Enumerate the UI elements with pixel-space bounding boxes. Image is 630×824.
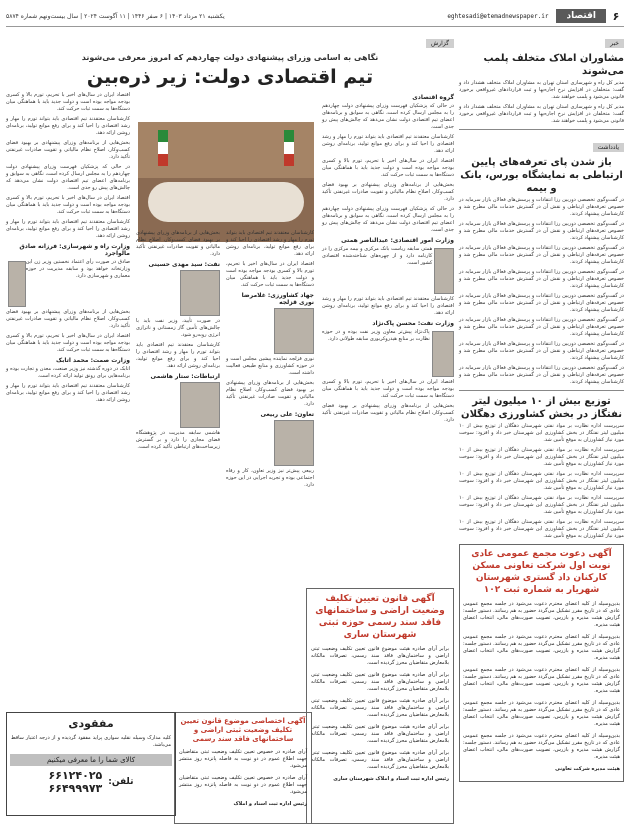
issue-line: یکشنبه ۲۱ مرداد ۱۴۰۳ | ۶ صفر ۱۴۴۶ | ۱۱ آگوست ۲۰۲۴ | سال بیست‌ونهم شماره ۵۸۷۴ xyxy=(6,12,225,20)
lost-ad-title: مفقودی xyxy=(68,717,114,730)
news-body: مدیر کل راه و شهرسازی استان تهران به مشاوران املاک متخلف هشدار داد و گفت: متخلفان در افزایش نرخ اجاره‌بها و ثبت قراردادهای غیرواقعی برخورد قانونی می‌شود و پلمب خواهند شد. xyxy=(459,80,624,100)
sari-ad-text-4: برابر آرای صادره هیئت موضوع قانون تعیین تکلیف وضعیت ثبتی اراضی و ساختمان‌های فاقد سند رسمی، تصرفات مالکانه بلامعارض متقاضیان محرز گردیده است. xyxy=(311,724,449,744)
col-c-text-2: بخش‌هایی از برنامه‌های وزرای پیشنهادی بر بهبود فضای کسب‌وکار، اصلاح نظام مالیاتی و تقویت صادرات غیرنفتی تأکید دارد. xyxy=(322,403,454,423)
fuel-body-3: سرپرست اداره نظارت بر مواد نفتی شهرستان دهگلان از توزیع بیش از ۱۰ میلیون لیتر نفتگاز در بخش کشاورزی این شهرستان خبر داد و افزود: سوخت مورد نیاز کشاورزان به موقع تأمین شد. xyxy=(459,471,624,491)
registry-ad-title: آگهی اختصاصی موضوع قانون تعیین تکلیف وضعیت ثبتی اراضی و ساختمانهای فاقد سند رسمی xyxy=(180,717,306,743)
col-a-text-2: کارشناسان معتقدند تیم اقتصادی باید بتواند تورم را مهار و رشد اقتصادی را احیا کند و برای رفع موانع تولید، برنامه‌ای روشن ارائه دهد. xyxy=(322,296,454,316)
sari-ad-sign: رئیس اداره ثبت اسناد و املاک شهرستان ساری xyxy=(333,776,449,782)
col-a-text-5: کارشناسان معتقدند تیم اقتصادی باید بتواند تورم را مهار و رشد اقتصادی را احیا کند و برای رفع موانع تولید، برنامه‌ای روشن ارائه دهد. xyxy=(6,116,130,136)
supra-headline: نگاهی به اسامی وزرای پیشنهادی دولت چهاردهم که امروز معرفی می‌شوند xyxy=(81,53,379,62)
fuel-body: سرپرست اداره نظارت بر مواد نفتی شهرستان دهگلان از توزیع بیش از ۱۰ میلیون لیتر نفتگاز در بخش کشاورزی این شهرستان خبر داد و افزود: سوخت مورد نیاز کشاورزان به موقع تأمین شد. xyxy=(459,423,624,443)
min6-title: ارتباطات: ستار هاشمی xyxy=(150,373,220,380)
coop-ad-text: بدین‌وسیله از کلیه اعضای محترم دعوت می‌شود در جلسه مجمع عمومی عادی که در تاریخ مقرر تشکیل می‌گردد حضور به هم رسانند. دستور جلسه: گزارش هیئت مدیره و بازرس، تصویب صورت‌های مالی، انتخاب اعضای هیئت مدیره. xyxy=(463,601,620,628)
min3-text: پاک‌نژاد پیش‌تر معاون وزیر نفت بوده و در حوزه نظارت بر منابع هیدروکربوری سابقه طولانی دارد. xyxy=(322,329,430,342)
page-number: ۶ xyxy=(612,9,620,23)
coop-ad-text-4: بدین‌وسیله از کلیه اعضای محترم دعوت می‌شود در جلسه مجمع عمومی عادی که در تاریخ مقرر تشکیل می‌گردد حضور به هم رسانند. دستور جلسه: گزارش هیئت مدیره و بازرس، تصویب صورت‌های مالی، انتخاب اعضای هیئت مدیره. xyxy=(463,700,620,727)
coop-ad-title: آگهی دعوت مجمع عمومی عادی نوبت اول شرکت تعاونی مسکن کارکنان داد گستری شهرستان شهریار به شماره ثبت ۱۰۲ xyxy=(471,549,612,595)
lost-ad-text: کلیه مدارک وسیله نقلیه سواری پراید مفقود گردیده و از درجه اعتبار ساقط می‌باشد. xyxy=(11,735,171,748)
main-col-4 xyxy=(6,92,130,407)
phone-label: تلفن: xyxy=(108,777,134,787)
fuel-body-5: سرپرست اداره نظارت بر مواد نفتی شهرستان دهگلان از توزیع بیش از ۱۰ میلیون لیتر نفتگاز در بخش کشاورزی این شهرستان خبر داد و افزود: سوخت مورد نیاز کشاورزان به موقع تأمین شد. xyxy=(459,519,624,539)
min8-title: وزارت صمت: محمد اتابک xyxy=(55,357,130,364)
divider xyxy=(459,129,624,130)
coop-ad xyxy=(459,544,624,782)
note-body-3: در گفت‌وگوی تخصصی دوربین رزا انتقادات و پرسش‌های فعالان بازار سرمایه در خصوص تعرفه‌های ارتباطی و نقش آن در گسترش خدمات مالی مطرح شد و کارشناسان پیشنهاد کردند. xyxy=(459,245,624,265)
main-col-1 xyxy=(322,92,454,427)
coop-ad-sign: هیئت مدیره شرکت تعاونی xyxy=(555,766,620,772)
note-body-4: در گفت‌وگوی تخصصی دوربین رزا انتقادات و پرسش‌های فعالان بازار سرمایه در خصوص تعرفه‌های ارتباطی و نقش آن در گسترش خدمات مالی مطرح شد و کارشناسان پیشنهاد کردند. xyxy=(459,269,624,289)
masthead xyxy=(6,6,624,27)
portrait-image xyxy=(8,261,26,307)
note-body: در گفت‌وگوی تخصصی دوربین رزا انتقادات و پرسش‌های فعالان بازار سرمایه در خصوص تعرفه‌های ارتباطی و نقش آن در گسترش خدمات مالی مطرح شد و کارشناسان پیشنهاد کردند. xyxy=(459,197,624,217)
sari-ad-title: آگهی قانون تعیین تکلیف وضعیت اراضی و ساختمانهای فاقد سند رسمی حوزه ثبتی شهرستان ساری xyxy=(315,594,445,640)
col-b-text-6: اقتصاد ایران در سال‌های اخیر با تحریم، تورم بالا و کسری بودجه مواجه بوده است و دولت جدید باید با هماهنگی میان دستگاه‌ها به سمت ثبات حرکت کند. xyxy=(6,333,130,353)
min1-text: همتی سابقه ریاست بانک مرکزی و بیمه مرکزی را در کارنامه دارد و از چهره‌های شناخته‌شده اقتصادی کشور است. xyxy=(322,246,433,266)
note-body-5: در گفت‌وگوی تخصصی دوربین رزا انتقادات و پرسش‌های فعالان بازار سرمایه در خصوص تعرفه‌های ارتباطی و نقش آن در گسترش خدمات مالی مطرح شد و کارشناسان پیشنهاد کردند. xyxy=(459,293,624,313)
lost-ad xyxy=(6,712,176,816)
intro-text-2: در حالی که پزشکیان فهرست وزرای پیشنهادی دولت چهاردهم را به مجلس ارسال کرده است، نگاهی به سوابق و برنامه‌های اعضای تیم اقتصادی دولت نشان می‌دهد که چالش‌های پیش رو جدی است. xyxy=(322,206,454,233)
main-headline: تیم اقتصادی دولت: زیر ذره‌بین xyxy=(86,66,374,88)
coop-ad-text-2: بدین‌وسیله از کلیه اعضای محترم دعوت می‌شود در جلسه مجمع عمومی عادی که در تاریخ مقرر تشکیل می‌گردد حضور به هم رسانند. دستور جلسه: گزارش هیئت مدیره و بازرس، تصویب صورت‌های مالی، انتخاب اعضای هیئت مدیره. xyxy=(463,634,620,661)
col-c-text-6: بخش‌هایی از برنامه‌های وزرای پیشنهادی بر بهبود فضای کسب‌وکار، اصلاح نظام مالیاتی و تقویت صادرات غیرنفتی تأکید دارد. xyxy=(6,309,130,329)
col-a-text-3: کارشناسان معتقدند تیم اقتصادی باید بتواند تورم را مهار و رشد اقتصادی را احیا کند و برای رفع موانع تولید، برنامه‌ای روشن ارائه دهد. xyxy=(226,230,314,257)
note-body-7: در گفت‌وگوی تخصصی دوربین رزا انتقادات و پرسش‌های فعالان بازار سرمایه در خصوص تعرفه‌های ارتباطی و نقش آن در گسترش خدمات مالی مطرح شد و کارشناسان پیشنهاد کردند. xyxy=(459,341,624,361)
min5-text: در صورت تأیید، وزیر نفت باید با چالش‌های تأمین گاز زمستانی و ناترازی انرژی روبه‌رو شود. xyxy=(136,318,220,338)
col-c-text-4: بخش‌هایی از برنامه‌های وزرای پیشنهادی بر بهبود فضای کسب‌وکار، اصلاح نظام مالیاتی و تقویت صادرات غیرنفتی تأکید دارد. xyxy=(136,230,220,257)
cabinet-photo xyxy=(138,122,314,242)
sari-ad-text: برابر آرای صادره هیئت موضوع قانون تعیین تکلیف وضعیت ثبتی اراضی و ساختمان‌های فاقد سند رسمی، تصرفات مالکانه بلامعارض متقاضیان محرز گردیده است. xyxy=(311,646,449,666)
col-b-text: اقتصاد ایران در سال‌های اخیر با تحریم، تورم بالا و کسری بودجه مواجه بوده است و دولت جدید باید با هماهنگی میان دستگاه‌ها به سمت ثبات حرکت کند. xyxy=(322,158,454,178)
registry-ad xyxy=(174,712,312,824)
phone-number-1[interactable]: ۶۶۱۲۴۰۲۵ xyxy=(48,769,103,782)
report-tag: گزارش xyxy=(426,39,454,48)
note-body-6: در گفت‌وگوی تخصصی دوربین رزا انتقادات و پرسش‌های فعالان بازار سرمایه در خصوص تعرفه‌های ارتباطی و نقش آن در گسترش خدمات مالی مطرح شد و کارشناسان پیشنهاد کردند. xyxy=(459,317,624,337)
news-body-repeat: مدیر کل راه و شهرسازی استان تهران به مشاوران املاک متخلف هشدار داد و گفت: متخلفان در افزایش نرخ اجاره‌بها و ثبت قراردادهای غیرواقعی برخورد قانونی می‌شود و پلمب خواهند شد. xyxy=(459,104,624,124)
col-b-text-3: اقتصاد ایران در سال‌های اخیر با تحریم، تورم بالا و کسری بودجه مواجه بوده است و دولت جدید باید با هماهنگی میان دستگاه‌ها به سمت ثبات حرکت کند. xyxy=(226,261,314,288)
sari-ad-text-2: برابر آرای صادره هیئت موضوع قانون تعیین تکلیف وضعیت ثبتی اراضی و ساختمان‌های فاقد سند رسمی، تصرفات مالکانه بلامعارض متقاضیان محرز گردیده است. xyxy=(311,672,449,692)
phone-number-2[interactable]: ۶۶۴۹۹۹۷۳ xyxy=(48,782,103,795)
min4-title: وزارت راه و شهرسازی: فرزانه صادق مالواجرد xyxy=(19,243,130,257)
portrait-image xyxy=(180,270,220,316)
col-a-text-4: کارشناسان معتقدند تیم اقتصادی باید بتواند تورم را مهار و رشد اقتصادی را احیا کند و برای رفع موانع تولید، برنامه‌ای روشن ارائه دهد. xyxy=(136,342,220,369)
fuel-headline: توزیع بیش از ۱۰ میلیون لیتر نفتگاز در بخش کشاورزی دهگلان xyxy=(461,396,622,420)
main-col-3 xyxy=(136,230,220,454)
coop-ad-text-3: بدین‌وسیله از کلیه اعضای محترم دعوت می‌شود در جلسه مجمع عمومی عادی که در تاریخ مقرر تشکیل می‌گردد حضور به هم رسانند. دستور جلسه: گزارش هیئت مدیره و بازرس، تصویب صورت‌های مالی، انتخاب اعضای هیئت مدیره. xyxy=(463,667,620,694)
sari-ad-text-5: برابر آرای صادره هیئت موضوع قانون تعیین تکلیف وضعیت ثبتی اراضی و ساختمان‌های فاقد سند رسمی، تصرفات مالکانه بلامعارض متقاضیان محرز گردیده است. xyxy=(311,750,449,770)
portrait-image xyxy=(274,420,314,466)
intro-text-3: در حالی که پزشکیان فهرست وزرای پیشنهادی دولت چهاردهم را به مجلس ارسال کرده است، نگاهی به سوابق و برنامه‌های اعضای تیم اقتصادی دولت نشان می‌دهد که چالش‌های پیش رو جدی است. xyxy=(6,164,130,191)
portrait-image xyxy=(274,308,314,354)
sari-ad-text-3: برابر آرای صادره هیئت موضوع قانون تعیین تکلیف وضعیت ثبتی اراضی و ساختمان‌های فاقد سند رسمی، تصرفات مالکانه بلامعارض متقاضیان محرز گردیده است. xyxy=(311,698,449,718)
site-email[interactable]: eghtesadi@etemadnewspaper.ir xyxy=(447,12,549,20)
min1-title: وزارت امور اقتصادی: عبدالناصر همتی xyxy=(341,237,454,244)
group-label: گروه اقتصادی xyxy=(412,94,454,101)
news-headline: مشاوران املاک متخلف پلمب می‌شوند xyxy=(483,53,624,77)
registry-ad-text-2: آرای صادره در خصوص تعیین تکلیف وضعیت ثبتی متقاضیان جهت اطلاع عموم در دو نوبت به فاصله پانزده روز منتشر می‌شود. xyxy=(179,775,307,795)
col-b-text-4: اقتصاد ایران در سال‌های اخیر با تحریم، تورم بالا و کسری بودجه مواجه بوده است و دولت جدید باید با هماهنگی میان دستگاه‌ها به سمت ثبات حرکت کند. xyxy=(6,92,130,112)
fuel-body-2: سرپرست اداره نظارت بر مواد نفتی شهرستان دهگلان از توزیع بیش از ۱۰ میلیون لیتر نفتگاز در بخش کشاورزی این شهرستان خبر داد و افزود: سوخت مورد نیاز کشاورزان به موقع تأمین شد. xyxy=(459,447,624,467)
min8-text: اتابک در دوره گذشته نیز وزیر صنعت، معدن و تجارت بوده و برنامه‌هایی برای رونق تولید ارائه کرده است. xyxy=(6,366,130,379)
coop-ad-text-5: بدین‌وسیله از کلیه اعضای محترم دعوت می‌شود در جلسه مجمع عمومی عادی که در تاریخ مقرر تشکیل می‌گردد حضور به هم رسانند. دستور جلسه: گزارش هیئت مدیره و بازرس، تصویب صورت‌های مالی، انتخاب اعضای هیئت مدیره. xyxy=(463,733,620,760)
main-col-2 xyxy=(226,230,314,492)
min7-title: تعاون: علی ربیعی xyxy=(260,411,314,418)
min3-title: وزارت نفت: محسن پاک‌نژاد xyxy=(372,320,454,327)
note-body-8: در گفت‌وگوی تخصصی دوربین رزا انتقادات و پرسش‌های فعالان بازار سرمایه در خصوص تعرفه‌های ارتباطی و نقش آن در گسترش خدمات مالی مطرح شد و کارشناسان پیشنهاد کردند. xyxy=(459,365,624,385)
registry-ad-sign: رئیس اداره ثبت اسناد و املاک xyxy=(233,801,307,807)
flag-icon xyxy=(158,130,168,166)
section-tab[interactable]: اقتصاد xyxy=(556,9,606,23)
col-c-text-5: بخش‌هایی از برنامه‌های وزرای پیشنهادی بر بهبود فضای کسب‌وکار، اصلاح نظام مالیاتی و تقویت صادرات غیرنفتی تأکید دارد. xyxy=(6,140,130,160)
registry-ad-text: آرای صادره در خصوص تعیین تکلیف وضعیت ثبتی متقاضیان جهت اطلاع عموم در دو نوبت به فاصله پانزده روز منتشر می‌شود. xyxy=(179,749,307,769)
portrait-image xyxy=(434,248,454,294)
min2-text: نوری قزلجه نماینده پیشین مجلس است و در حوزه کشاورزی و منابع طبیعی فعالیت داشته است. xyxy=(226,356,314,376)
portrait-image xyxy=(180,382,220,428)
note-tag: یادداشت xyxy=(593,143,624,152)
min5-title: نفت: سید مهدی حسینی xyxy=(148,261,220,268)
col-b-text-5: اقتصاد ایران در سال‌های اخیر با تحریم، تورم بالا و کسری بودجه مواجه بوده است و دولت جدید باید با هماهنگی میان دستگاه‌ها به سمت ثبات حرکت کند. xyxy=(6,195,130,215)
col-a-text-6: کارشناسان معتقدند تیم اقتصادی باید بتواند تورم را مهار و رشد اقتصادی را احیا کند و برای رفع موانع تولید، برنامه‌ای روشن ارائه دهد. xyxy=(6,219,130,239)
divider-2 xyxy=(459,390,624,391)
col-a-text-7: کارشناسان معتقدند تیم اقتصادی باید بتواند تورم را مهار و رشد اقتصادی را احیا کند و برای رفع موانع تولید، برنامه‌ای روشن ارائه دهد. xyxy=(6,383,130,403)
right-column xyxy=(459,30,624,782)
flag-icon xyxy=(284,130,294,166)
intro-text: در حالی که پزشکیان فهرست وزرای پیشنهادی دولت چهاردهم را به مجلس ارسال کرده است، نگاهی به سوابق و برنامه‌های اعضای تیم اقتصادی دولت نشان می‌دهد که چالش‌های پیش رو جدی است. xyxy=(322,103,454,130)
sari-ad xyxy=(306,588,454,824)
min2-title: جهاد کشاورزی: غلامرضا نوری قزلجه xyxy=(241,292,314,306)
note-body-2: در گفت‌وگوی تخصصی دوربین رزا انتقادات و پرسش‌های فعالان بازار سرمایه در خصوص تعرفه‌های ارتباطی و نقش آن در گسترش خدمات مالی مطرح شد و کارشناسان پیشنهاد کردند. xyxy=(459,221,624,241)
promo-banner: کالای شما را ما معرفی میکنیم xyxy=(10,754,172,766)
news-tag: خبر xyxy=(605,39,624,48)
min4-text: صادق در صورت رأی اعتماد نخستین وزیر زن این وزارتخانه خواهد بود و سابقه مدیریت در حوزه معماری و شهرسازی دارد. xyxy=(25,259,130,279)
col-a-text: کارشناسان معتقدند تیم اقتصادی باید بتواند تورم را مهار و رشد اقتصادی را احیا کند و برای رفع موانع تولید، برنامه‌ای روشن ارائه دهد. xyxy=(322,134,454,154)
col-b-text-2: اقتصاد ایران در سال‌های اخیر با تحریم، تورم بالا و کسری بودجه مواجه بوده است و دولت جدید باید با هماهنگی میان دستگاه‌ها به سمت ثبات حرکت کند. xyxy=(322,379,454,399)
col-c-text: بخش‌هایی از برنامه‌های وزرای پیشنهادی بر بهبود فضای کسب‌وکار، اصلاح نظام مالیاتی و تقویت صادرات غیرنفتی تأکید دارد. xyxy=(322,182,454,202)
col-c-text-3: بخش‌هایی از برنامه‌های وزرای پیشنهادی بر بهبود فضای کسب‌وکار، اصلاح نظام مالیاتی و تقویت صادرات غیرنفتی تأکید دارد. xyxy=(226,380,314,407)
note-headline: باز شدن پای تعرفه‌های پایین ارتباطی به نمایشگاه بورس، بانک و بیمه xyxy=(460,157,623,194)
portrait-image xyxy=(432,331,454,377)
fuel-body-4: سرپرست اداره نظارت بر مواد نفتی شهرستان دهگلان از توزیع بیش از ۱۰ میلیون لیتر نفتگاز در بخش کشاورزی این شهرستان خبر داد و افزود: سوخت مورد نیاز کشاورزان به موقع تأمین شد. xyxy=(459,495,624,515)
meeting-table xyxy=(148,182,304,222)
min6-text: هاشمی سابقه مدیریت در پژوهشگاه فضای مجازی را دارد و بر گسترش زیرساخت‌های ارتباطی تأکید کرده است. xyxy=(136,430,220,450)
min7-text: ربیعی پیش‌تر نیز وزیر تعاون، کار و رفاه اجتماعی بوده و تجربه اجرایی در این حوزه دارد. xyxy=(226,468,314,488)
